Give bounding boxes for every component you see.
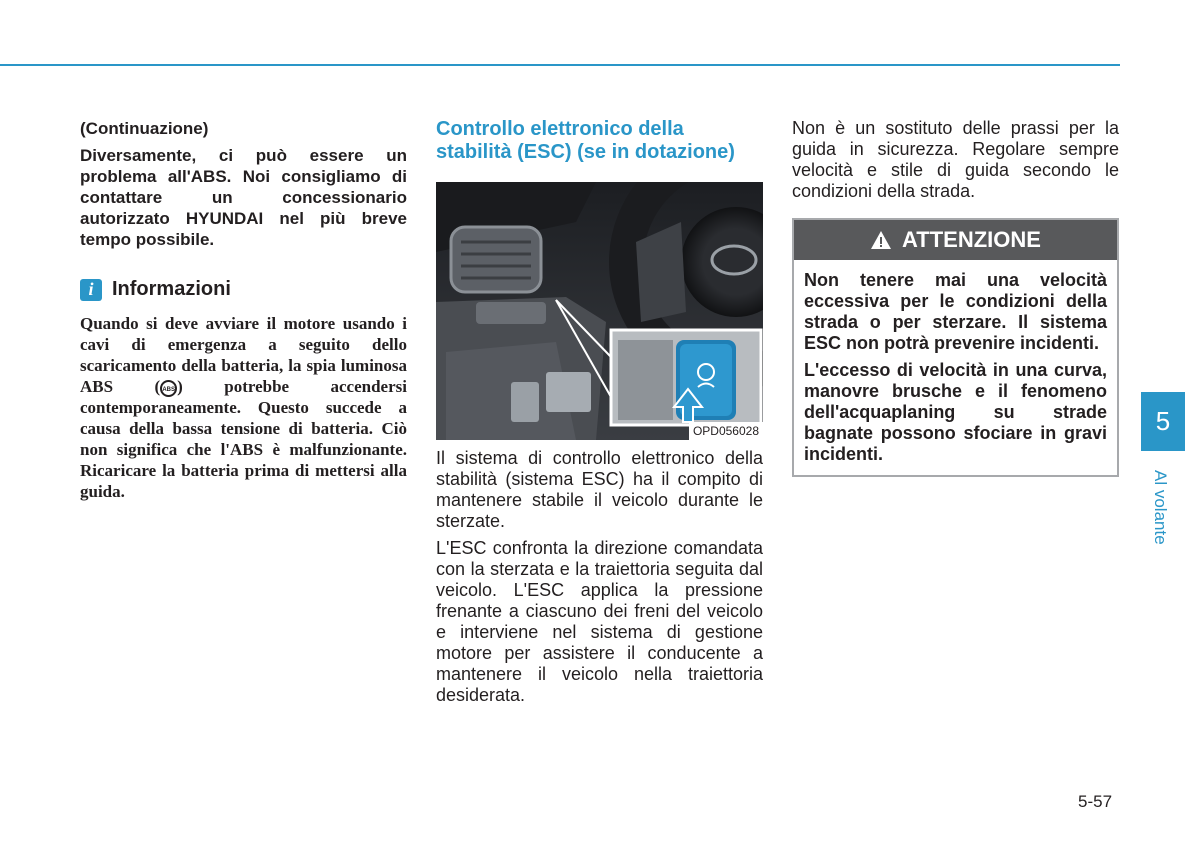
continuation-text: Diversamente, ci può essere un problema all'ABS. Noi consigliamo di contattare un concessionario autorizzato HYUNDAI nel più breve tempo possibile. [80, 146, 407, 249]
figure-caption: OPD056028 [689, 422, 763, 440]
chapter-label: Al volante [1151, 470, 1170, 545]
warning-header [794, 220, 1117, 260]
esc-paragraph-1: Il sistema di controllo elettronico della stabilità (sistema ESC) ha il compito di mantenere stabile il veicolo durante le sterzate. [436, 448, 763, 531]
warning-box [792, 218, 1119, 477]
abs-warning-icon: ABS [160, 380, 177, 397]
warning-title: ATTENZIONE [902, 227, 1041, 252]
esc-paragraph-2: L'ESC confronta la direzione comandata con la sterzata e la traiettoria seguita dal veicolo. L'ESC applica la pressione frenante a ciascuno dei freni del veicolo e interviene nel sistema di gestione motore per assistere il conducente a mantenere il veicolo nella traiettoria desiderata. [436, 538, 763, 705]
continuation-label: (Continuazione) [80, 119, 209, 138]
page-number: 5-57 [1078, 792, 1113, 811]
warning-text-2: L'eccesso di velocità in una curva, manovre brusche e il fenomeno dell'acquaplaning su strade bagnate possono sfociare in gravi incidenti. [804, 360, 1107, 464]
esc-paragraph-3: Non è un sostituto delle prassi per la guida in sicurezza. Regolare sempre velocità e stile di guida secondo le condizioni della strada. [792, 118, 1119, 201]
chapter-tab: 5 [1141, 392, 1185, 451]
middle-column [436, 118, 763, 706]
dashboard-image [436, 182, 763, 440]
info-title: Informazioni [112, 278, 231, 300]
warning-body [794, 260, 1117, 475]
section-title: Controllo elettronico della stabilità (ESC) (se in dotazione) [436, 118, 735, 163]
warning-text-1: Non tenere mai una velocità eccessiva per le condizioni della strada o per sterzare. Il sistema ESC non potrà prevenire incidenti. [804, 270, 1107, 353]
warning-triangle-icon [870, 230, 892, 250]
left-column [80, 118, 407, 502]
esc-button-illustration [436, 182, 763, 440]
info-icon: i [80, 279, 102, 301]
info-text [80, 313, 407, 502]
info-text-before: Quando si deve avviare il motore usando i cavi di emergenza a seguito dello scaricamento della batteria, la spia luminosa ABS ( [80, 314, 407, 396]
right-column [792, 118, 1119, 477]
top-rule [0, 64, 1120, 66]
info-text-after: ) potrebbe accendersi contemporaneamente. Questo succede a causa della bassa tensione di batteria. Ciò non significa che l'ABS è malfunzionante. Ricaricare la batteria prima di mettersi alla guida. [80, 377, 407, 501]
info-header [80, 278, 407, 301]
